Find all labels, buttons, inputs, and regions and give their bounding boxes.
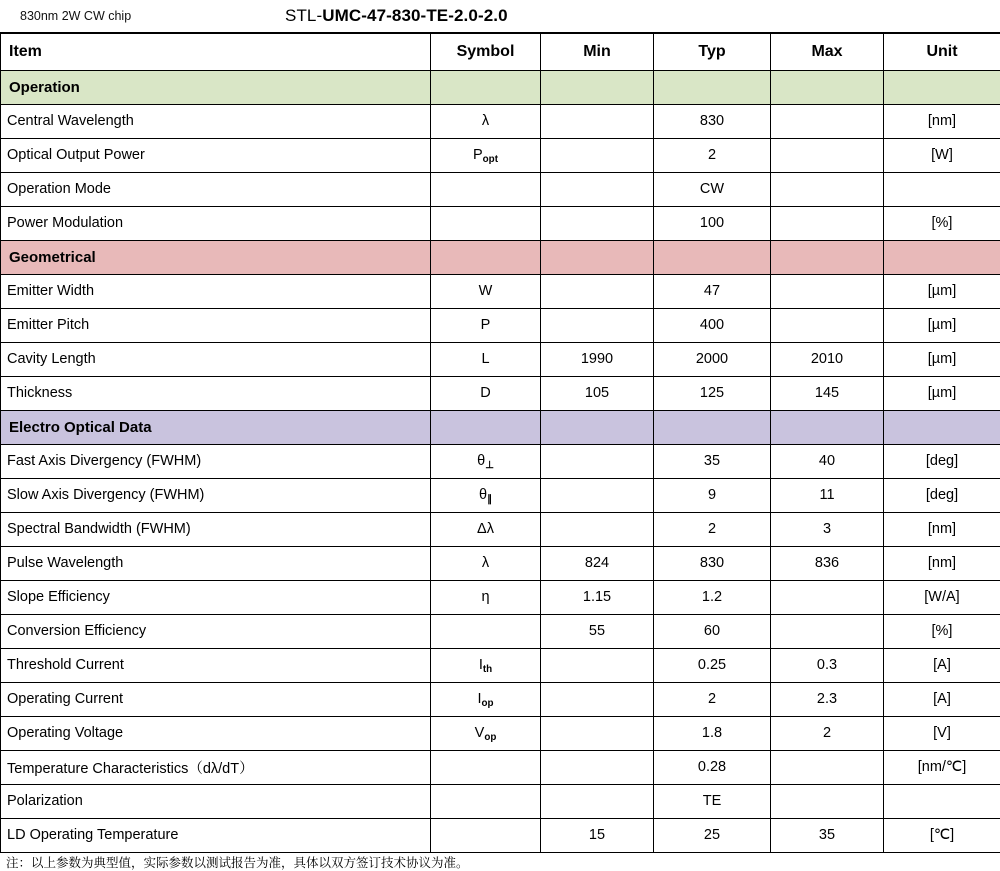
cell-min: 824: [541, 546, 654, 580]
column-header-min: Min: [541, 34, 654, 70]
header-product-label: 830nm 2W CW chip: [0, 9, 285, 23]
cell-typ: 830: [654, 104, 771, 138]
cell-max: 2010: [771, 342, 884, 376]
symbol-base: θ: [477, 453, 485, 469]
cell-min: [541, 274, 654, 308]
cell-unit: [884, 172, 1000, 206]
cell-symbol: [431, 104, 541, 138]
cell-min: [541, 682, 654, 716]
table-row: [1, 172, 1000, 206]
cell-item: Conversion Efficiency: [1, 614, 431, 648]
cell-min: 55: [541, 614, 654, 648]
cell-symbol: [431, 274, 541, 308]
table-row: [1, 478, 1000, 512]
section-filler-cell: [431, 240, 541, 274]
symbol-base: L: [481, 351, 489, 367]
cell-item: LD Operating Temperature: [1, 818, 431, 852]
cell-typ: 9: [654, 478, 771, 512]
cell-item: Central Wavelength: [1, 104, 431, 138]
cell-symbol: [431, 172, 541, 206]
symbol-base: λ: [482, 555, 489, 571]
cell-symbol: [431, 818, 541, 852]
symbol-base: η: [481, 589, 489, 605]
column-header-unit: Unit: [884, 34, 1000, 70]
cell-unit: [deg]: [884, 478, 1000, 512]
cell-min: [541, 172, 654, 206]
cell-symbol: [431, 478, 541, 512]
cell-min: [541, 648, 654, 682]
column-header-symbol: Symbol: [431, 34, 541, 70]
cell-max: [771, 750, 884, 784]
sheet-header: [0, 0, 1000, 34]
cell-typ: 25: [654, 818, 771, 852]
cell-max: [771, 138, 884, 172]
column-header-typ: Typ: [654, 34, 771, 70]
cell-typ: 830: [654, 546, 771, 580]
cell-max: 3: [771, 512, 884, 546]
section-row: [1, 410, 1000, 444]
cell-unit: [nm/℃]: [884, 750, 1000, 784]
section-filler-cell: [654, 240, 771, 274]
cell-unit: [nm]: [884, 512, 1000, 546]
cell-symbol: [431, 376, 541, 410]
table-row: [1, 206, 1000, 240]
symbol-base: P: [481, 317, 491, 333]
cell-symbol: [431, 138, 541, 172]
cell-min: 1.15: [541, 580, 654, 614]
cell-typ: 0.25: [654, 648, 771, 682]
cell-unit: [µm]: [884, 274, 1000, 308]
section-filler-cell: [431, 70, 541, 104]
cell-unit: [A]: [884, 648, 1000, 682]
section-title: Geometrical: [1, 240, 431, 274]
column-header-item: Item: [1, 34, 431, 70]
cell-max: [771, 580, 884, 614]
cell-typ: TE: [654, 784, 771, 818]
cell-typ: 47: [654, 274, 771, 308]
symbol-subscript: op: [482, 698, 494, 709]
cell-item: Operating Current: [1, 682, 431, 716]
section-title: Electro Optical Data: [1, 410, 431, 444]
symbol-subscript: opt: [483, 154, 498, 165]
cell-max: 836: [771, 546, 884, 580]
symbol-base: V: [475, 725, 485, 741]
page-title: [285, 6, 1000, 26]
cell-item: Emitter Pitch: [1, 308, 431, 342]
cell-typ: 35: [654, 444, 771, 478]
table-row: [1, 580, 1000, 614]
symbol-base: I: [479, 657, 483, 673]
cell-max: [771, 308, 884, 342]
cell-min: [541, 512, 654, 546]
section-filler-cell: [771, 240, 884, 274]
section-filler-cell: [654, 410, 771, 444]
cell-item: Threshold Current: [1, 648, 431, 682]
table-row: [1, 818, 1000, 852]
cell-unit: [W]: [884, 138, 1000, 172]
cell-min: [541, 104, 654, 138]
section-filler-cell: [884, 410, 1000, 444]
cell-typ: 2: [654, 138, 771, 172]
cell-item: Optical Output Power: [1, 138, 431, 172]
cell-symbol: [431, 750, 541, 784]
cell-max: 145: [771, 376, 884, 410]
section-filler-cell: [541, 240, 654, 274]
cell-item: Operating Voltage: [1, 716, 431, 750]
cell-unit: [µm]: [884, 308, 1000, 342]
table-row: [1, 342, 1000, 376]
cell-unit: [µm]: [884, 342, 1000, 376]
cell-symbol: [431, 512, 541, 546]
table-row: [1, 682, 1000, 716]
table-row: [1, 648, 1000, 682]
cell-unit: [884, 784, 1000, 818]
symbol-base: λ: [482, 113, 489, 129]
cell-item: Slope Efficiency: [1, 580, 431, 614]
cell-typ: 0.28: [654, 750, 771, 784]
cell-unit: [deg]: [884, 444, 1000, 478]
cell-min: 15: [541, 818, 654, 852]
cell-unit: [%]: [884, 614, 1000, 648]
symbol-subscript: op: [484, 732, 496, 743]
cell-item: Fast Axis Divergency (FWHM): [1, 444, 431, 478]
section-filler-cell: [771, 70, 884, 104]
table-row: [1, 784, 1000, 818]
cell-min: [541, 444, 654, 478]
section-row: [1, 240, 1000, 274]
section-filler-cell: [541, 70, 654, 104]
cell-symbol: [431, 580, 541, 614]
cell-max: 40: [771, 444, 884, 478]
cell-item: Operation Mode: [1, 172, 431, 206]
cell-item: Polarization: [1, 784, 431, 818]
cell-typ: 2000: [654, 342, 771, 376]
cell-item: Emitter Width: [1, 274, 431, 308]
symbol-base: W: [479, 283, 493, 299]
column-header-max: Max: [771, 34, 884, 70]
cell-min: 105: [541, 376, 654, 410]
symbol-base: P: [473, 147, 483, 163]
cell-symbol: [431, 342, 541, 376]
cell-item: Temperature Characteristics（dλ/dT）: [1, 750, 431, 784]
table-row: [1, 512, 1000, 546]
cell-symbol: [431, 308, 541, 342]
cell-item: Spectral Bandwidth (FWHM): [1, 512, 431, 546]
cell-typ: 400: [654, 308, 771, 342]
cell-unit: [µm]: [884, 376, 1000, 410]
cell-min: [541, 308, 654, 342]
title-part-number: UMC-47-830-TE-2.0-2.0: [322, 6, 507, 25]
cell-item: Cavity Length: [1, 342, 431, 376]
cell-unit: [V]: [884, 716, 1000, 750]
cell-unit: [W/A]: [884, 580, 1000, 614]
section-filler-cell: [771, 410, 884, 444]
cell-typ: 1.8: [654, 716, 771, 750]
table-row: [1, 274, 1000, 308]
table-row: [1, 138, 1000, 172]
cell-symbol: [431, 206, 541, 240]
table-row: [1, 376, 1000, 410]
cell-typ: 125: [654, 376, 771, 410]
cell-min: [541, 716, 654, 750]
section-filler-cell: [431, 410, 541, 444]
cell-max: [771, 274, 884, 308]
section-filler-cell: [541, 410, 654, 444]
cell-max: 35: [771, 818, 884, 852]
cell-typ: CW: [654, 172, 771, 206]
specification-table: [0, 34, 1000, 853]
table-row: [1, 614, 1000, 648]
section-title: Operation: [1, 70, 431, 104]
table-row: [1, 444, 1000, 478]
symbol-base: θ: [479, 487, 487, 503]
cell-unit: [℃]: [884, 818, 1000, 852]
cell-max: 2.3: [771, 682, 884, 716]
cell-item: Pulse Wavelength: [1, 546, 431, 580]
cell-min: 1990: [541, 342, 654, 376]
cell-max: [771, 614, 884, 648]
cell-typ: 2: [654, 682, 771, 716]
symbol-base: I: [477, 691, 481, 707]
table-row: [1, 750, 1000, 784]
cell-unit: [A]: [884, 682, 1000, 716]
section-filler-cell: [884, 240, 1000, 274]
cell-symbol: [431, 682, 541, 716]
footnote: 注：以上参数为典型值，实际参数以测试报告为准，具体以双方签订技术协议为准。: [0, 853, 1000, 871]
cell-max: [771, 104, 884, 138]
section-filler-cell: [654, 70, 771, 104]
section-filler-cell: [884, 70, 1000, 104]
cell-unit: [nm]: [884, 104, 1000, 138]
cell-min: [541, 478, 654, 512]
cell-symbol: [431, 444, 541, 478]
symbol-subscript: ⊥: [485, 460, 494, 471]
cell-item: Power Modulation: [1, 206, 431, 240]
cell-item: Slow Axis Divergency (FWHM): [1, 478, 431, 512]
symbol-subscript: th: [483, 664, 492, 675]
cell-symbol: [431, 648, 541, 682]
table-row: [1, 308, 1000, 342]
cell-max: [771, 206, 884, 240]
table-header-row: [1, 34, 1000, 70]
cell-unit: [%]: [884, 206, 1000, 240]
table-body: [1, 70, 1000, 852]
section-row: [1, 70, 1000, 104]
table-row: [1, 716, 1000, 750]
symbol-base: Δλ: [477, 521, 494, 537]
cell-max: 0.3: [771, 648, 884, 682]
cell-symbol: [431, 614, 541, 648]
table-row: [1, 104, 1000, 138]
cell-unit: [nm]: [884, 546, 1000, 580]
cell-min: [541, 206, 654, 240]
cell-typ: 100: [654, 206, 771, 240]
symbol-subscript: ∥: [487, 494, 492, 505]
cell-item: Thickness: [1, 376, 431, 410]
cell-min: [541, 138, 654, 172]
cell-symbol: [431, 784, 541, 818]
title-prefix: STL-: [285, 6, 322, 25]
cell-typ: 60: [654, 614, 771, 648]
cell-min: [541, 784, 654, 818]
cell-symbol: [431, 546, 541, 580]
cell-typ: 2: [654, 512, 771, 546]
cell-symbol: [431, 716, 541, 750]
cell-max: [771, 172, 884, 206]
symbol-base: D: [480, 385, 490, 401]
cell-max: 11: [771, 478, 884, 512]
cell-max: 2: [771, 716, 884, 750]
cell-typ: 1.2: [654, 580, 771, 614]
cell-max: [771, 784, 884, 818]
table-row: [1, 546, 1000, 580]
cell-min: [541, 750, 654, 784]
